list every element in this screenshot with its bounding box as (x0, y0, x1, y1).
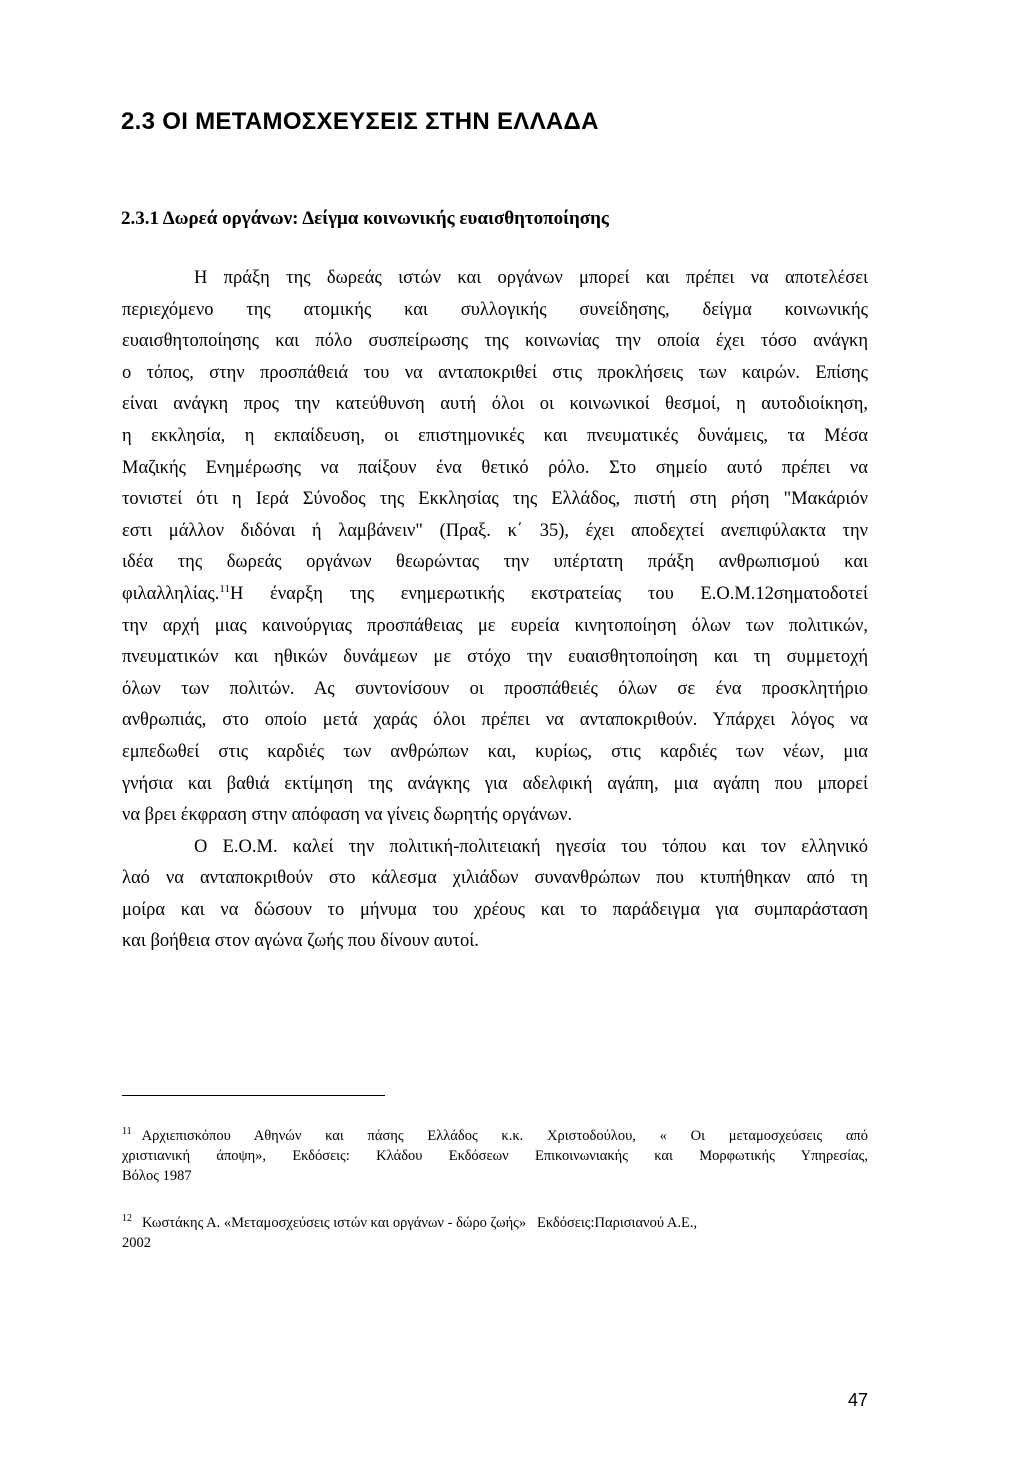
text-line: ανθρωπιάς, στο οποίο μετά χαράς όλοι πρέπει να ανταποκριθούν. Υπάρχει λόγος να (122, 710, 868, 731)
text-line: ιδέα της δωρεάς οργάνων θεωρώντας την υπέρτατη πράξη ανθρωπισμού και (122, 552, 868, 573)
text-line: περιεχόμενο της ατομικής και συλλογικής συνείδησης, δείγμα κοινωνικής (122, 299, 868, 320)
text-line: μοίρα και να δώσουν το μήνυμα του χρέους και το παράδειγμα για συμπαράσταση (122, 899, 868, 920)
footnote-12 (122, 1213, 868, 1253)
text-line (122, 579, 868, 611)
text-line: η εκκλησία, η εκπαίδευση, οι επιστημονικές και πνευματικές δυνάμεις, τα Μέσα (122, 425, 868, 446)
section-heading: 2.3 ΟΙ ΜΕΤΑΜΟΣΧΕΥΣΕΙΣ ΣΤΗΝ ΕΛΛΑΔΑ (121, 108, 599, 135)
footnote-line (122, 1213, 868, 1233)
text-line: την αρχή μιας καινούργιας προσπάθειας με ευρεία κινητοποίηση όλων των πολιτικών, (122, 615, 868, 636)
body-text (122, 263, 868, 958)
page-number: 47 (848, 1390, 869, 1410)
text-line: και βοήθεια στον αγώνα ζωής που δίνουν αυτοί. (122, 931, 479, 952)
line-text: Η έναρξη της ενημερωτικής εκστρατείας του Ε.Ο.Μ.12σηματοδοτεί (229, 583, 868, 604)
text-line: λαό να ανταποκριθούν στο κάλεσμα χιλιάδων συνανθρώπων που κτυπήθηκαν από τη (122, 868, 868, 889)
text-line: εστι μάλλον διδόναι ή λαμβάνειν" (Πραξ. κ΄ 35), έχει αποδεχτεί ανεπιφύλακτα την (122, 520, 868, 541)
footnote-text: Κωστάκης Α. «Μεταμοσχεύσεις ιστών και οργάνων - δώρο ζωής» Εκδόσεις:Παρισιανού Α.Ε., (142, 1215, 698, 1231)
footnote-line: χριστιανική άποψη», Εκδόσεις: Κλάδου Εκδόσεων Επικοινωνιακής και Μορφωτικής Υπηρεσίας, (122, 1148, 868, 1164)
footnote-number: 12 (122, 1213, 132, 1225)
paragraph-2 (122, 832, 868, 958)
footnote-number: 11 (122, 1126, 132, 1138)
footnote-11 (122, 1126, 868, 1186)
text-line: εμπεδωθεί στις καρδιές των ανθρώπων και, κυρίως, στις καρδιές των νέων, μια (122, 741, 868, 762)
footnote-text: Αρχιεπισκόπου Αθηνών και πάσης Ελλάδος κ.κ. Χριστοδούλου, « Οι μεταμοσχεύσεις από (141, 1128, 868, 1144)
text-line: γνήσια και βαθιά εκτίμηση της ανάγκης για αδελφική αγάπη, μια αγάπη που μπορεί (122, 773, 868, 794)
text-line: να βρει έκφραση στην απόφαση να γίνεις δωρητής οργάνων. (122, 805, 573, 826)
text-line: πνευματικών και ηθικών δυνάμεων με στόχο την ευαισθητοποίηση και τη συμμετοχή (122, 647, 868, 668)
footnote-line (122, 1126, 868, 1146)
text-line: Η πράξη της δωρεάς ιστών και οργάνων μπορεί και πρέπει να αποτελέσει (194, 268, 868, 288)
footnote-line: Βόλος 1987 (122, 1168, 192, 1184)
paragraph-1 (122, 263, 868, 832)
footnote-ref-11: 11 (219, 582, 230, 595)
text-line: τονιστεί ότι η Ιερά Σύνοδος της Εκκλησίας της Ελλάδος, πιστή στη ρήση "Μακάριόν (122, 489, 868, 510)
footnote-separator (122, 1095, 385, 1096)
text-line: είναι ανάγκη προς την κατεύθυνση αυτή όλοι οι κοινωνικοί θεσμοί, η αυτοδιοίκηση, (122, 394, 868, 415)
text-line: ευαισθητοποίησης και πόλο συσπείρωσης της κοινωνίας την οποία έχει τόσο ανάγκη (122, 331, 868, 352)
footnote-line: 2002 (122, 1235, 151, 1251)
text-line: όλων των πολιτών. Ας συντονίσουν οι προσπάθειές όλων σε ένα προσκλητήριο (122, 678, 868, 699)
text-line: Μαζικής Ενημέρωσης να παίξουν ένα θετικό ρόλο. Στο σημείο αυτό πρέπει να (122, 457, 868, 478)
text-line: Ο Ε.Ο.Μ. καλεί την πολιτική-πολιτειακή ηγεσία του τόπου και τον ελληνικό (194, 836, 868, 857)
line-text: φιλαλληλίας. (122, 583, 220, 604)
subsection-heading: 2.3.1 Δωρεά οργάνων: Δείγμα κοινωνικής ευαισθητοποίησης (121, 208, 609, 229)
text-line: ο τόπος, στην προσπάθειά του να ανταποκριθεί στις προκλήσεις των καιρών. Επίσης (122, 362, 868, 383)
